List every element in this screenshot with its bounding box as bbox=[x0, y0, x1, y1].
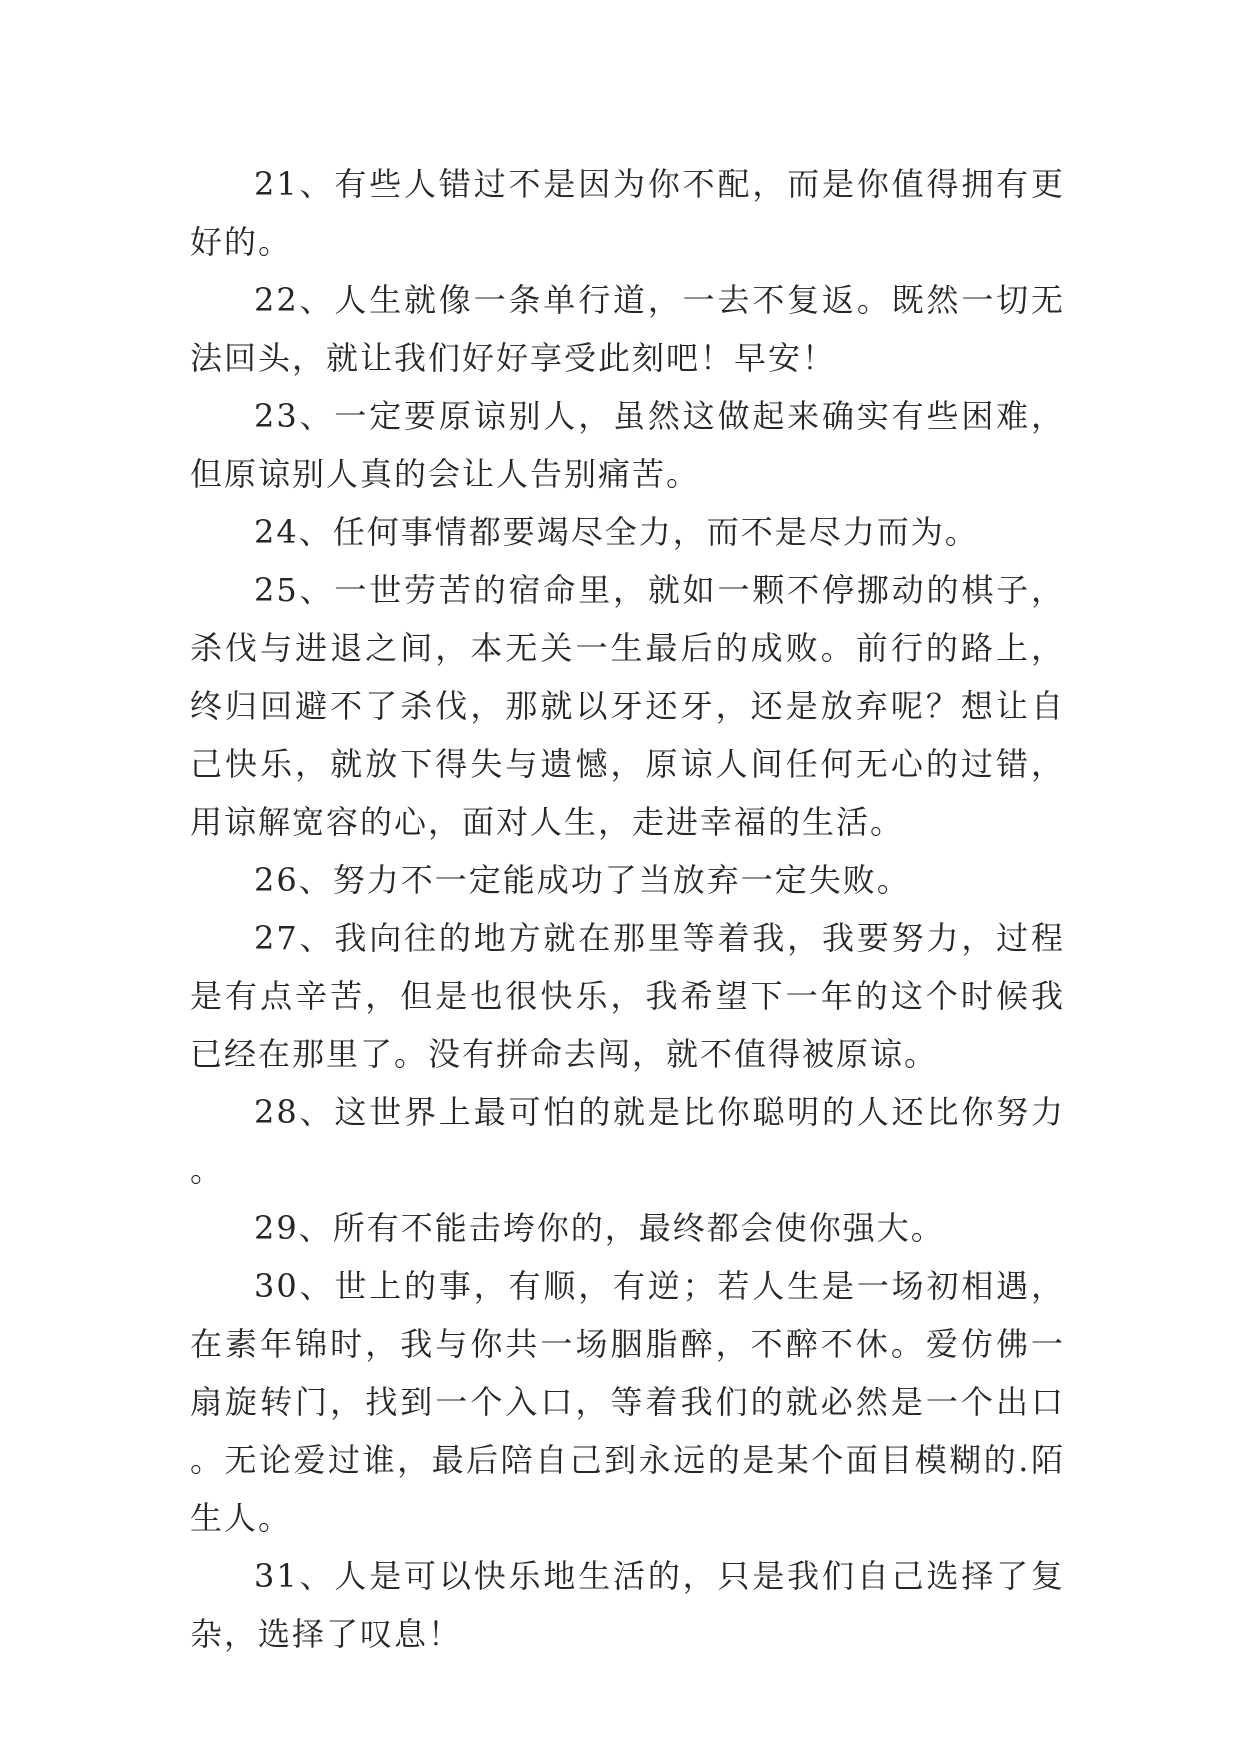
paragraph-30: 30、世上的事，有顺，有逆；若人生是一场初相遇，在素年锦时，我与你共一场胭脂醉，不醉不休。爱仿佛一扇旋转门，找到一个入口，等着我们的就必然是一个出口。无论爱过谁，最后陪自己到永远的是某个面目模糊的.陌生人。 bbox=[190, 1267, 1065, 1537]
paragraph-23: 23、一定要原谅别人，虽然这做起来确实有些困难，但原谅别人真的会让人告别痛苦。 bbox=[190, 397, 1065, 493]
paragraph-21: 21、有些人错过不是因为你不配，而是你值得拥有更好的。 bbox=[190, 165, 1065, 261]
paragraph-31: 31、人是可以快乐地生活的，只是我们自己选择了复杂，选择了叹息！ bbox=[190, 1557, 1065, 1653]
paragraph-29: 29、所有不能击垮你的，最终都会使你强大。 bbox=[254, 1209, 945, 1247]
paragraph-28: 28、这世界上最可怕的就是比你聪明的人还比你努力。 bbox=[190, 1093, 1065, 1189]
paragraph-26: 26、努力不一定能成功了当放弃一定失败。 bbox=[254, 861, 911, 899]
paragraph-24: 24、任何事情都要竭尽全力，而不是尽力而为。 bbox=[254, 513, 979, 551]
paragraph-25: 25、一世劳苦的宿命里，就如一颗不停挪动的棋子，杀伐与进退之间，本无关一生最后的成败。前行的路上，终归回避不了杀伐，那就以牙还牙，还是放弃呢？想让自己快乐，就放下得失与遗憾，原谅人间任何无心的过错，用谅解宽容的心，面对人生，走进幸福的生活。 bbox=[190, 571, 1065, 841]
document-body bbox=[190, 155, 1065, 1663]
paragraph-27: 27、我向往的地方就在那里等着我，我要努力，过程是有点辛苦，但是也很快乐，我希望下一年的这个时候我已经在那里了。没有拼命去闯，就不值得被原谅。 bbox=[190, 919, 1065, 1073]
paragraph-22: 22、人生就像一条单行道，一去不复返。既然一切无法回头，就让我们好好享受此刻吧！早安！ bbox=[190, 281, 1065, 377]
